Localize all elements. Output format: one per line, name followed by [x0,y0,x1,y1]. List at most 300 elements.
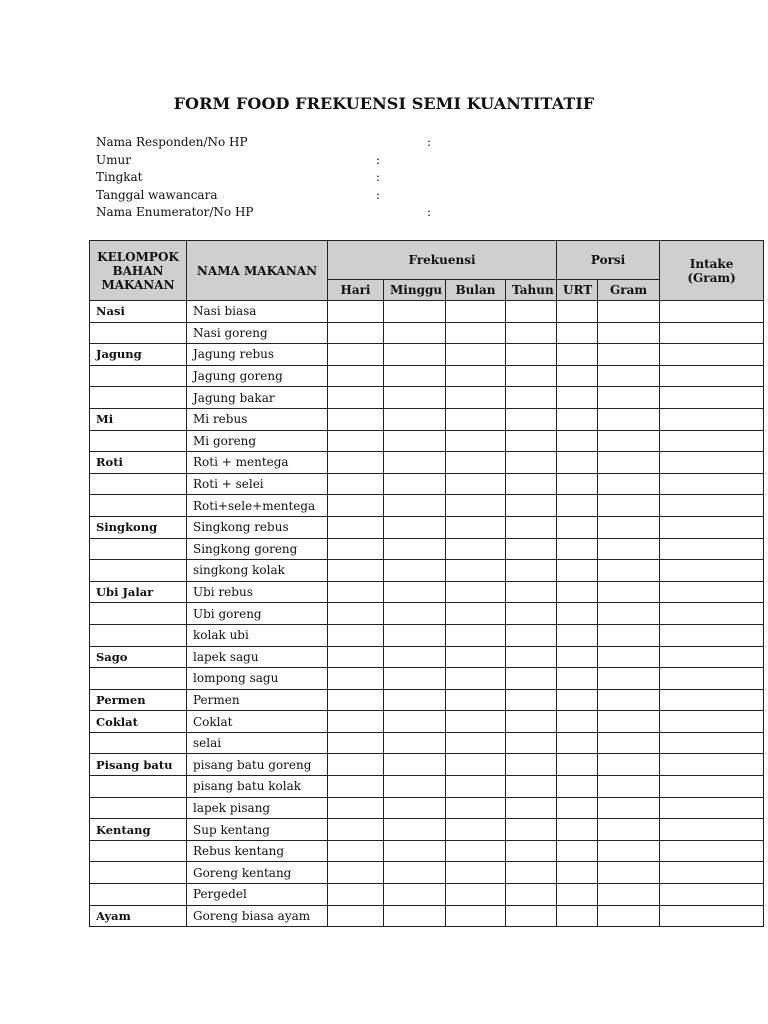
gram-entry-cell[interactable] [598,711,660,733]
intake-entry-cell[interactable] [660,668,764,690]
intake-entry-cell[interactable] [660,603,764,625]
gram-entry-cell[interactable] [598,884,660,906]
minggu-entry-cell[interactable] [384,538,446,560]
gram-entry-cell[interactable] [598,732,660,754]
hari-entry-cell[interactable] [328,581,384,603]
tahun-entry-cell[interactable] [506,581,557,603]
food-name-cell: Permen [187,689,328,711]
intake-entry-cell[interactable] [660,344,764,366]
urt-entry-cell[interactable] [557,387,598,409]
urt-entry-cell[interactable] [557,646,598,668]
gram-entry-cell[interactable] [598,689,660,711]
food-group-cell [90,776,187,798]
food-group-cell [90,430,187,452]
bulan-entry-cell[interactable] [446,452,506,474]
field-separator: : [376,152,381,167]
food-name-cell: kolak ubi [187,624,328,646]
food-name-cell: Sup kentang [187,819,328,841]
urt-entry-cell[interactable] [557,322,598,344]
gram-entry-cell[interactable] [598,538,660,560]
bulan-entry-cell[interactable] [446,495,506,517]
bulan-entry-cell[interactable] [446,344,506,366]
intake-entry-cell[interactable] [660,754,764,776]
hari-entry-cell[interactable] [328,495,384,517]
food-name-cell: Mi rebus [187,408,328,430]
bulan-entry-cell[interactable] [446,776,506,798]
hari-entry-cell[interactable] [328,473,384,495]
urt-entry-cell[interactable] [557,862,598,884]
table-row [90,668,764,690]
minggu-entry-cell[interactable] [384,884,446,906]
gram-entry-cell[interactable] [598,581,660,603]
food-group-cell: Pisang batu [90,754,187,776]
intake-entry-cell[interactable] [660,473,764,495]
food-name-cell: Jagung rebus [187,344,328,366]
table-body [90,301,764,927]
minggu-entry-cell[interactable] [384,862,446,884]
header-gram: Gram [598,280,660,301]
food-group-cell: Permen [90,689,187,711]
tahun-entry-cell[interactable] [506,646,557,668]
food-name-cell: Nasi biasa [187,301,328,323]
food-group-cell [90,495,187,517]
tahun-entry-cell[interactable] [506,495,557,517]
minggu-entry-cell[interactable] [384,430,446,452]
gram-entry-cell[interactable] [598,797,660,819]
food-name-cell: Jagung bakar [187,387,328,409]
respondent-info [96,134,496,222]
form-title: FORM FOOD FREKUENSI SEMI KUANTITATIF [173,94,595,113]
hari-entry-cell[interactable] [328,624,384,646]
minggu-entry-cell[interactable] [384,754,446,776]
table-row [90,408,764,430]
urt-entry-cell[interactable] [557,452,598,474]
header-frekuensi: Frekuensi [328,241,557,280]
bulan-entry-cell[interactable] [446,646,506,668]
food-group-cell [90,732,187,754]
bulan-entry-cell[interactable] [446,754,506,776]
bulan-entry-cell[interactable] [446,668,506,690]
tahun-entry-cell[interactable] [506,538,557,560]
food-frequency-table [89,240,764,927]
food-name-cell: Pergedel [187,884,328,906]
intake-entry-cell[interactable] [660,732,764,754]
intake-entry-cell[interactable] [660,884,764,906]
food-group-cell [90,603,187,625]
table-row [90,754,764,776]
minggu-entry-cell[interactable] [384,581,446,603]
table-row [90,301,764,323]
bulan-entry-cell[interactable] [446,819,506,841]
intake-entry-cell[interactable] [660,819,764,841]
gram-entry-cell[interactable] [598,840,660,862]
food-name-cell: Singkong goreng [187,538,328,560]
gram-entry-cell[interactable] [598,430,660,452]
food-name-cell: lapek sagu [187,646,328,668]
food-group-cell [90,538,187,560]
intake-entry-cell[interactable] [660,905,764,927]
tahun-entry-cell[interactable] [506,516,557,538]
hari-entry-cell[interactable] [328,689,384,711]
urt-entry-cell[interactable] [557,581,598,603]
bulan-entry-cell[interactable] [446,732,506,754]
table-row [90,646,764,668]
tahun-entry-cell[interactable] [506,408,557,430]
gram-entry-cell[interactable] [598,624,660,646]
minggu-entry-cell[interactable] [384,797,446,819]
field-label: Umur [96,152,131,167]
gram-entry-cell[interactable] [598,473,660,495]
minggu-entry-cell[interactable] [384,624,446,646]
table-row [90,516,764,538]
gram-entry-cell[interactable] [598,301,660,323]
tahun-entry-cell[interactable] [506,905,557,927]
bulan-entry-cell[interactable] [446,711,506,733]
urt-entry-cell[interactable] [557,301,598,323]
minggu-entry-cell[interactable] [384,840,446,862]
urt-entry-cell[interactable] [557,538,598,560]
tahun-entry-cell[interactable] [506,689,557,711]
gram-entry-cell[interactable] [598,452,660,474]
tahun-entry-cell[interactable] [506,301,557,323]
hari-entry-cell[interactable] [328,452,384,474]
urt-entry-cell[interactable] [557,819,598,841]
tahun-entry-cell[interactable] [506,862,557,884]
intake-entry-cell[interactable] [660,711,764,733]
urt-entry-cell[interactable] [557,840,598,862]
bulan-entry-cell[interactable] [446,884,506,906]
bulan-entry-cell[interactable] [446,581,506,603]
food-name-cell: pisang batu goreng [187,754,328,776]
table-row [90,473,764,495]
urt-entry-cell[interactable] [557,797,598,819]
gram-entry-cell[interactable] [598,646,660,668]
bulan-entry-cell[interactable] [446,538,506,560]
intake-entry-cell[interactable] [660,430,764,452]
urt-entry-cell[interactable] [557,495,598,517]
minggu-entry-cell[interactable] [384,819,446,841]
tahun-entry-cell[interactable] [506,452,557,474]
gram-entry-cell[interactable] [598,322,660,344]
food-group-cell: Sago [90,646,187,668]
bulan-entry-cell[interactable] [446,516,506,538]
hari-entry-cell[interactable] [328,387,384,409]
gram-entry-cell[interactable] [598,776,660,798]
food-group-cell [90,840,187,862]
intake-entry-cell[interactable] [660,495,764,517]
food-name-cell: Goreng biasa ayam [187,905,328,927]
tahun-entry-cell[interactable] [506,776,557,798]
table-row [90,603,764,625]
header-nama-makanan: NAMA MAKANAN [187,241,328,301]
urt-entry-cell[interactable] [557,668,598,690]
minggu-entry-cell[interactable] [384,689,446,711]
table-row [90,624,764,646]
minggu-entry-cell[interactable] [384,732,446,754]
food-group-cell [90,797,187,819]
bulan-entry-cell[interactable] [446,301,506,323]
urt-entry-cell[interactable] [557,711,598,733]
tahun-entry-cell[interactable] [506,732,557,754]
food-group-cell: Coklat [90,711,187,733]
food-name-cell: pisang batu kolak [187,776,328,798]
tahun-entry-cell[interactable] [506,624,557,646]
minggu-entry-cell[interactable] [384,301,446,323]
table-row [90,495,764,517]
gram-entry-cell[interactable] [598,516,660,538]
minggu-entry-cell[interactable] [384,905,446,927]
hari-entry-cell[interactable] [328,819,384,841]
table-row [90,732,764,754]
hari-entry-cell[interactable] [328,538,384,560]
food-name-cell: selai [187,732,328,754]
food-group-cell [90,862,187,884]
hari-entry-cell[interactable] [328,365,384,387]
intake-entry-cell[interactable] [660,387,764,409]
food-group-cell [90,560,187,582]
tahun-entry-cell[interactable] [506,603,557,625]
bulan-entry-cell[interactable] [446,408,506,430]
minggu-entry-cell[interactable] [384,646,446,668]
table-row [90,840,764,862]
table-row [90,581,764,603]
tahun-entry-cell[interactable] [506,711,557,733]
food-name-cell: Goreng kentang [187,862,328,884]
field-separator: : [427,135,432,149]
tahun-entry-cell[interactable] [506,365,557,387]
intake-entry-cell[interactable] [660,797,764,819]
bulan-entry-cell[interactable] [446,603,506,625]
bulan-entry-cell[interactable] [446,797,506,819]
table-row [90,776,764,798]
table-row [90,884,764,906]
hari-entry-cell[interactable] [328,560,384,582]
bulan-entry-cell[interactable] [446,322,506,344]
food-name-cell: singkong kolak [187,560,328,582]
urt-entry-cell[interactable] [557,516,598,538]
gram-entry-cell[interactable] [598,365,660,387]
food-name-cell: Roti + mentega [187,452,328,474]
minggu-entry-cell[interactable] [384,452,446,474]
gram-entry-cell[interactable] [598,668,660,690]
hari-entry-cell[interactable] [328,344,384,366]
food-name-cell: Mi goreng [187,430,328,452]
food-name-cell: Rebus kentang [187,840,328,862]
minggu-entry-cell[interactable] [384,473,446,495]
hari-entry-cell[interactable] [328,408,384,430]
table-row [90,819,764,841]
intake-entry-cell[interactable] [660,322,764,344]
gram-entry-cell[interactable] [598,862,660,884]
tahun-entry-cell[interactable] [506,797,557,819]
gram-entry-cell[interactable] [598,408,660,430]
food-name-cell: Singkong rebus [187,516,328,538]
food-group-cell [90,387,187,409]
tahun-entry-cell[interactable] [506,322,557,344]
bulan-entry-cell[interactable] [446,430,506,452]
minggu-entry-cell[interactable] [384,387,446,409]
intake-entry-cell[interactable] [660,408,764,430]
minggu-entry-cell[interactable] [384,776,446,798]
urt-entry-cell[interactable] [557,905,598,927]
header-porsi: Porsi [557,241,660,280]
food-name-cell: Ubi goreng [187,603,328,625]
tahun-entry-cell[interactable] [506,840,557,862]
hari-entry-cell[interactable] [328,862,384,884]
field-label: Tingkat [96,170,143,185]
field-respondent [96,134,496,152]
bulan-entry-cell[interactable] [446,365,506,387]
urt-entry-cell[interactable] [557,408,598,430]
hari-entry-cell[interactable] [328,732,384,754]
hari-entry-cell[interactable] [328,301,384,323]
gram-entry-cell[interactable] [598,819,660,841]
table-row [90,905,764,927]
food-group-cell [90,322,187,344]
intake-entry-cell[interactable] [660,840,764,862]
field-label: Nama Enumerator/No HP [96,205,254,220]
hari-entry-cell[interactable] [328,430,384,452]
urt-entry-cell[interactable] [557,732,598,754]
hari-entry-cell[interactable] [328,603,384,625]
intake-entry-cell[interactable] [660,452,764,474]
urt-entry-cell[interactable] [557,884,598,906]
gram-entry-cell[interactable] [598,754,660,776]
urt-entry-cell[interactable] [557,624,598,646]
minggu-entry-cell[interactable] [384,365,446,387]
hari-entry-cell[interactable] [328,884,384,906]
urt-entry-cell[interactable] [557,365,598,387]
header-intake: Intake (Gram) [660,241,764,301]
gram-entry-cell[interactable] [598,387,660,409]
tahun-entry-cell[interactable] [506,344,557,366]
hari-entry-cell[interactable] [328,668,384,690]
bulan-entry-cell[interactable] [446,689,506,711]
food-group-cell: Nasi [90,301,187,323]
food-group-cell [90,668,187,690]
hari-entry-cell[interactable] [328,646,384,668]
food-group-cell: Ayam [90,905,187,927]
food-name-cell: Ubi rebus [187,581,328,603]
table-row [90,452,764,474]
table-row [90,538,764,560]
table-row [90,797,764,819]
table-row [90,689,764,711]
intake-entry-cell[interactable] [660,560,764,582]
table-row [90,711,764,733]
field-label: Nama Responden/No HP [96,135,248,149]
tahun-entry-cell[interactable] [506,884,557,906]
urt-entry-cell[interactable] [557,430,598,452]
bulan-entry-cell[interactable] [446,473,506,495]
hari-entry-cell[interactable] [328,905,384,927]
bulan-entry-cell[interactable] [446,560,506,582]
intake-entry-cell[interactable] [660,301,764,323]
urt-entry-cell[interactable] [557,560,598,582]
tahun-entry-cell[interactable] [506,430,557,452]
field-separator: : [376,187,381,202]
minggu-entry-cell[interactable] [384,344,446,366]
bulan-entry-cell[interactable] [446,905,506,927]
header-hari: Hari [328,280,384,301]
bulan-entry-cell[interactable] [446,862,506,884]
minggu-entry-cell[interactable] [384,495,446,517]
header-tahun: Tahun [506,280,557,301]
tahun-entry-cell[interactable] [506,668,557,690]
hari-entry-cell[interactable] [328,840,384,862]
urt-entry-cell[interactable] [557,754,598,776]
bulan-entry-cell[interactable] [446,624,506,646]
urt-entry-cell[interactable] [557,344,598,366]
field-label: Tanggal wawancara [96,187,218,202]
intake-entry-cell[interactable] [660,776,764,798]
tahun-entry-cell[interactable] [506,473,557,495]
minggu-entry-cell[interactable] [384,603,446,625]
urt-entry-cell[interactable] [557,689,598,711]
hari-entry-cell[interactable] [328,322,384,344]
urt-entry-cell[interactable] [557,776,598,798]
food-name-cell: Roti + selei [187,473,328,495]
food-group-cell: Roti [90,452,187,474]
minggu-entry-cell[interactable] [384,668,446,690]
tahun-entry-cell[interactable] [506,387,557,409]
tahun-entry-cell[interactable] [506,754,557,776]
intake-entry-cell[interactable] [660,862,764,884]
tahun-entry-cell[interactable] [506,819,557,841]
field-interview-date [96,187,496,205]
hari-entry-cell[interactable] [328,711,384,733]
gram-entry-cell[interactable] [598,560,660,582]
hari-entry-cell[interactable] [328,797,384,819]
field-enumerator [96,204,496,222]
food-group-cell: Jagung [90,344,187,366]
table-row [90,560,764,582]
bulan-entry-cell[interactable] [446,840,506,862]
food-group-cell: Ubi Jalar [90,581,187,603]
gram-entry-cell[interactable] [598,344,660,366]
intake-entry-cell[interactable] [660,581,764,603]
intake-entry-cell[interactable] [660,538,764,560]
urt-entry-cell[interactable] [557,473,598,495]
field-separator: : [427,205,432,220]
bulan-entry-cell[interactable] [446,387,506,409]
hari-entry-cell[interactable] [328,754,384,776]
minggu-entry-cell[interactable] [384,322,446,344]
table-row [90,322,764,344]
urt-entry-cell[interactable] [557,603,598,625]
intake-entry-cell[interactable] [660,516,764,538]
table-row [90,365,764,387]
gram-entry-cell[interactable] [598,905,660,927]
food-name-cell: lompong sagu [187,668,328,690]
gram-entry-cell[interactable] [598,603,660,625]
hari-entry-cell[interactable] [328,516,384,538]
hari-entry-cell[interactable] [328,776,384,798]
minggu-entry-cell[interactable] [384,516,446,538]
field-age [96,152,496,170]
intake-entry-cell[interactable] [660,646,764,668]
tahun-entry-cell[interactable] [506,560,557,582]
intake-entry-cell[interactable] [660,365,764,387]
minggu-entry-cell[interactable] [384,408,446,430]
intake-entry-cell[interactable] [660,624,764,646]
intake-entry-cell[interactable] [660,689,764,711]
gram-entry-cell[interactable] [598,495,660,517]
food-group-cell: Mi [90,408,187,430]
header-urt: URT [557,280,598,301]
minggu-entry-cell[interactable] [384,711,446,733]
minggu-entry-cell[interactable] [384,560,446,582]
